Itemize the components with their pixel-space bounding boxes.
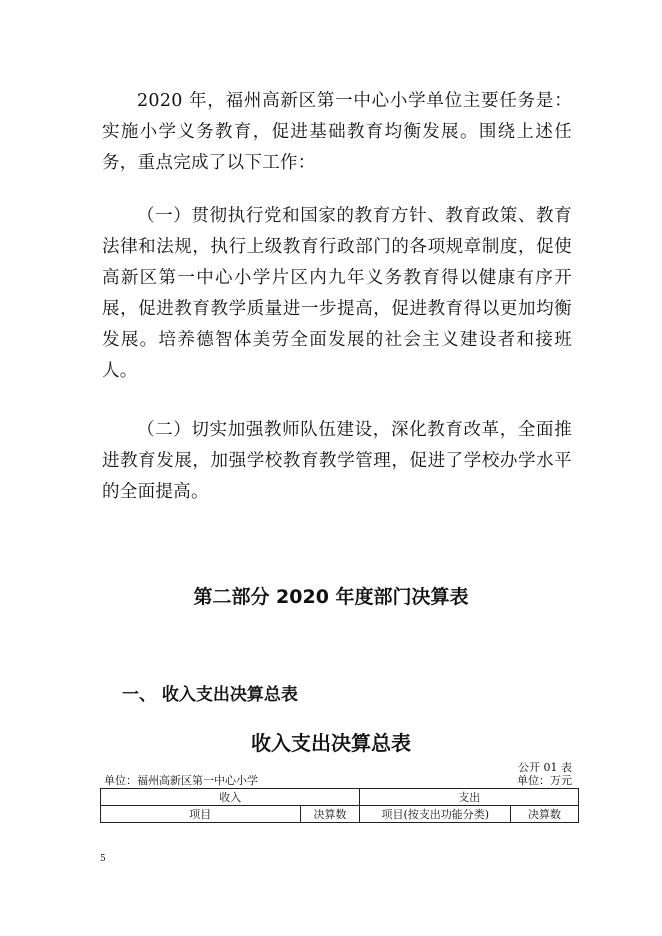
unit-currency: 单位：万元 [517,774,572,787]
intro-paragraph: 2020 年，福州高新区第一中心小学单位主要任务是：实施小学义务教育，促进基础教育均衡发展。围绕上述任务，重点完成了以下工作： [102,91,572,173]
expenditure-amount-header: 决算数 [511,806,579,823]
expenditure-item-header: 项目(按支出功能分类) [360,806,511,823]
form-code: 公开 01 表 [518,761,572,774]
section-title: 一、 收入支出决算总表 [122,685,298,705]
page-number: 5 [100,854,106,864]
expenditure-header: 支出 [360,789,579,806]
income-item-header: 项目 [101,806,301,823]
table-group-header-row [101,789,579,806]
income-header: 收入 [101,789,360,806]
work-item-2-paragraph: （二）切实加强教师队伍建设，深化教育改革，全面推进教育发展，加强学校教育教学管理，促进了学校办学水平的全面提高。 [102,420,572,502]
unit-organization: 单位：福州高新区第一中心小学 [104,774,258,787]
income-amount-header: 决算数 [300,806,360,823]
part-title: 第二部分 2020 年度部门决算表 [193,586,469,608]
work-item-1-paragraph: （一）贯彻执行党和国家的教育方针、教育政策、教育法律和法规，执行上级教育行政部门的各项规章制度，促使高新区第一中心小学片区内九年义务教育得以健康有序开展，促进教育教学质量进一步提高，促进教育得以更加均衡发展。培养德智体美劳全面发展的社会主义建设者和接班人。 [102,206,572,381]
table-title: 收入支出决算总表 [251,731,411,755]
table-column-header-row [101,806,579,823]
summary-table [100,788,579,823]
